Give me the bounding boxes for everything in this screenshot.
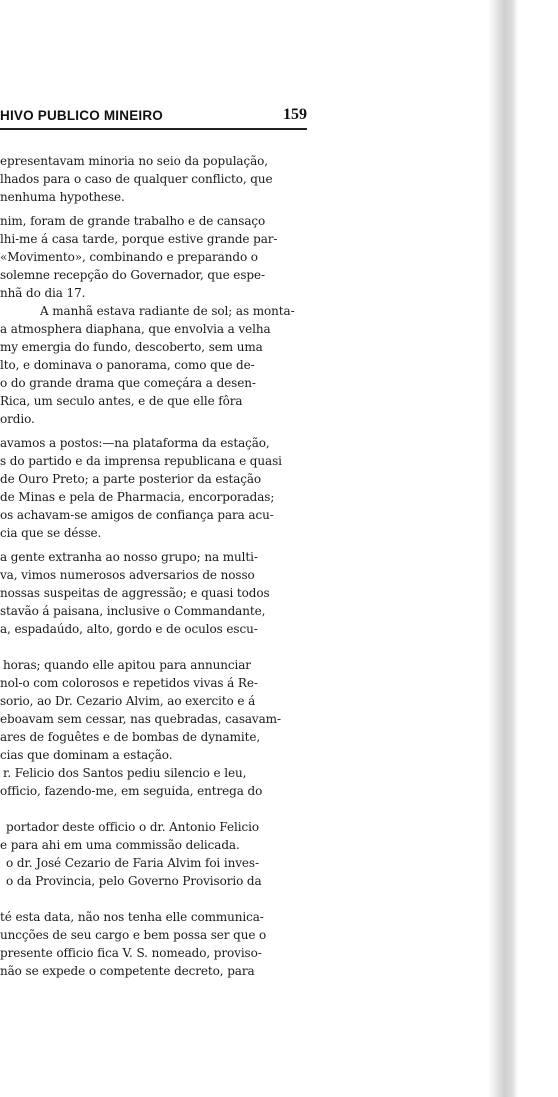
text-line: nim, foram de grande trabalho e de cansaço — [0, 214, 266, 228]
text-line: my emergia do fundo, descoberto, sem uma — [0, 340, 263, 354]
text-line: nol-o com colorosos e repetidos vivas á Re- — [0, 676, 258, 690]
text-line: avamos a postos:—na plataforma da estação, — [0, 436, 270, 450]
text-line: portador deste officio o dr. Antonio Felicio — [6, 820, 259, 834]
page-number: 159 — [283, 106, 307, 123]
text-line: a atmosphera diaphana, que envolvia a velha — [0, 322, 271, 336]
page-gutter-shadow — [488, 0, 518, 1097]
text-line: horas; quando elle apitou para annunciar — [3, 658, 251, 672]
text-line: sorio, ao Dr. Cezario Alvim, ao exercito e á — [0, 694, 256, 708]
text-line: té esta data, não nos tenha elle communica- — [0, 910, 264, 924]
text-line: uncções de seu cargo e bem possa ser que o — [0, 928, 267, 942]
header-title: HIVO PUBLICO MINEIRO — [0, 108, 164, 123]
text-line: lhados para o caso de qualquer conflicto, que — [0, 172, 273, 186]
text-line: de Minas e pela de Pharmacia, encorporadas; — [0, 490, 275, 504]
text-line: nhã do dia 17. — [0, 286, 86, 300]
text-line: va, vimos numerosos adversarios de nosso — [0, 568, 255, 582]
text-line: presente officio fica V. S. nomeado, proviso- — [0, 946, 262, 960]
text-line: os achavam-se amigos de confiança para acu- — [0, 508, 274, 522]
text-line: a, espadaúdo, alto, gordo e de oculos escu- — [0, 622, 258, 636]
text-line: A manhã estava radiante de sol; as monta- — [40, 304, 295, 318]
text-line: nenhuma hypothese. — [0, 190, 125, 204]
text-line: nossas suspeitas de aggressão; e quasi todos — [0, 586, 270, 600]
text-line: o do grande drama que começára a desen- — [0, 376, 256, 390]
text-line: e para ahi em uma commissão delicada. — [0, 838, 240, 852]
text-line: eboavam sem cessar, nas quebradas, casavam- — [0, 712, 281, 726]
text-line: de Ouro Preto; a parte posterior da estação — [0, 472, 262, 486]
header-rule — [0, 128, 307, 130]
text-line: lto, e dominava o panorama, como que de- — [0, 358, 255, 372]
text-line: Rica, um seculo antes, e de que elle fôra — [0, 394, 243, 408]
running-header — [0, 108, 305, 128]
text-line: «Movimento», combinando e preparando o — [0, 250, 258, 264]
text-line: cia que se désse. — [0, 526, 102, 540]
text-line: epresentavam minoria no seio da população, — [0, 154, 269, 168]
text-line: o dr. José Cezario de Faria Alvim foi inves- — [6, 856, 259, 870]
text-line: stavão á paisana, inclusive o Commandante, — [0, 604, 266, 618]
text-line: s do partido e da imprensa republicana e quasi — [0, 454, 282, 468]
text-line: a gente extranha ao nosso grupo; na multi- — [0, 550, 258, 564]
text-line: o da Provincia, pelo Governo Provisorio da — [6, 874, 262, 888]
text-line: officio, fazendo-me, em seguida, entrega do — [0, 784, 263, 798]
text-line: não se expede o competente decreto, para — [0, 964, 255, 978]
text-line: lhi-me á casa tarde, porque estive grande par- — [0, 232, 278, 246]
text-line: r. Felicio dos Santos pediu silencio e leu, — [3, 766, 247, 780]
text-line: solemne recepção do Governador, que espe- — [0, 268, 265, 282]
text-line: ares de foguêtes e de bombas de dynamite, — [0, 730, 261, 744]
text-line: ordio. — [0, 412, 35, 426]
text-line: cias que dominam a estação. — [0, 748, 173, 762]
